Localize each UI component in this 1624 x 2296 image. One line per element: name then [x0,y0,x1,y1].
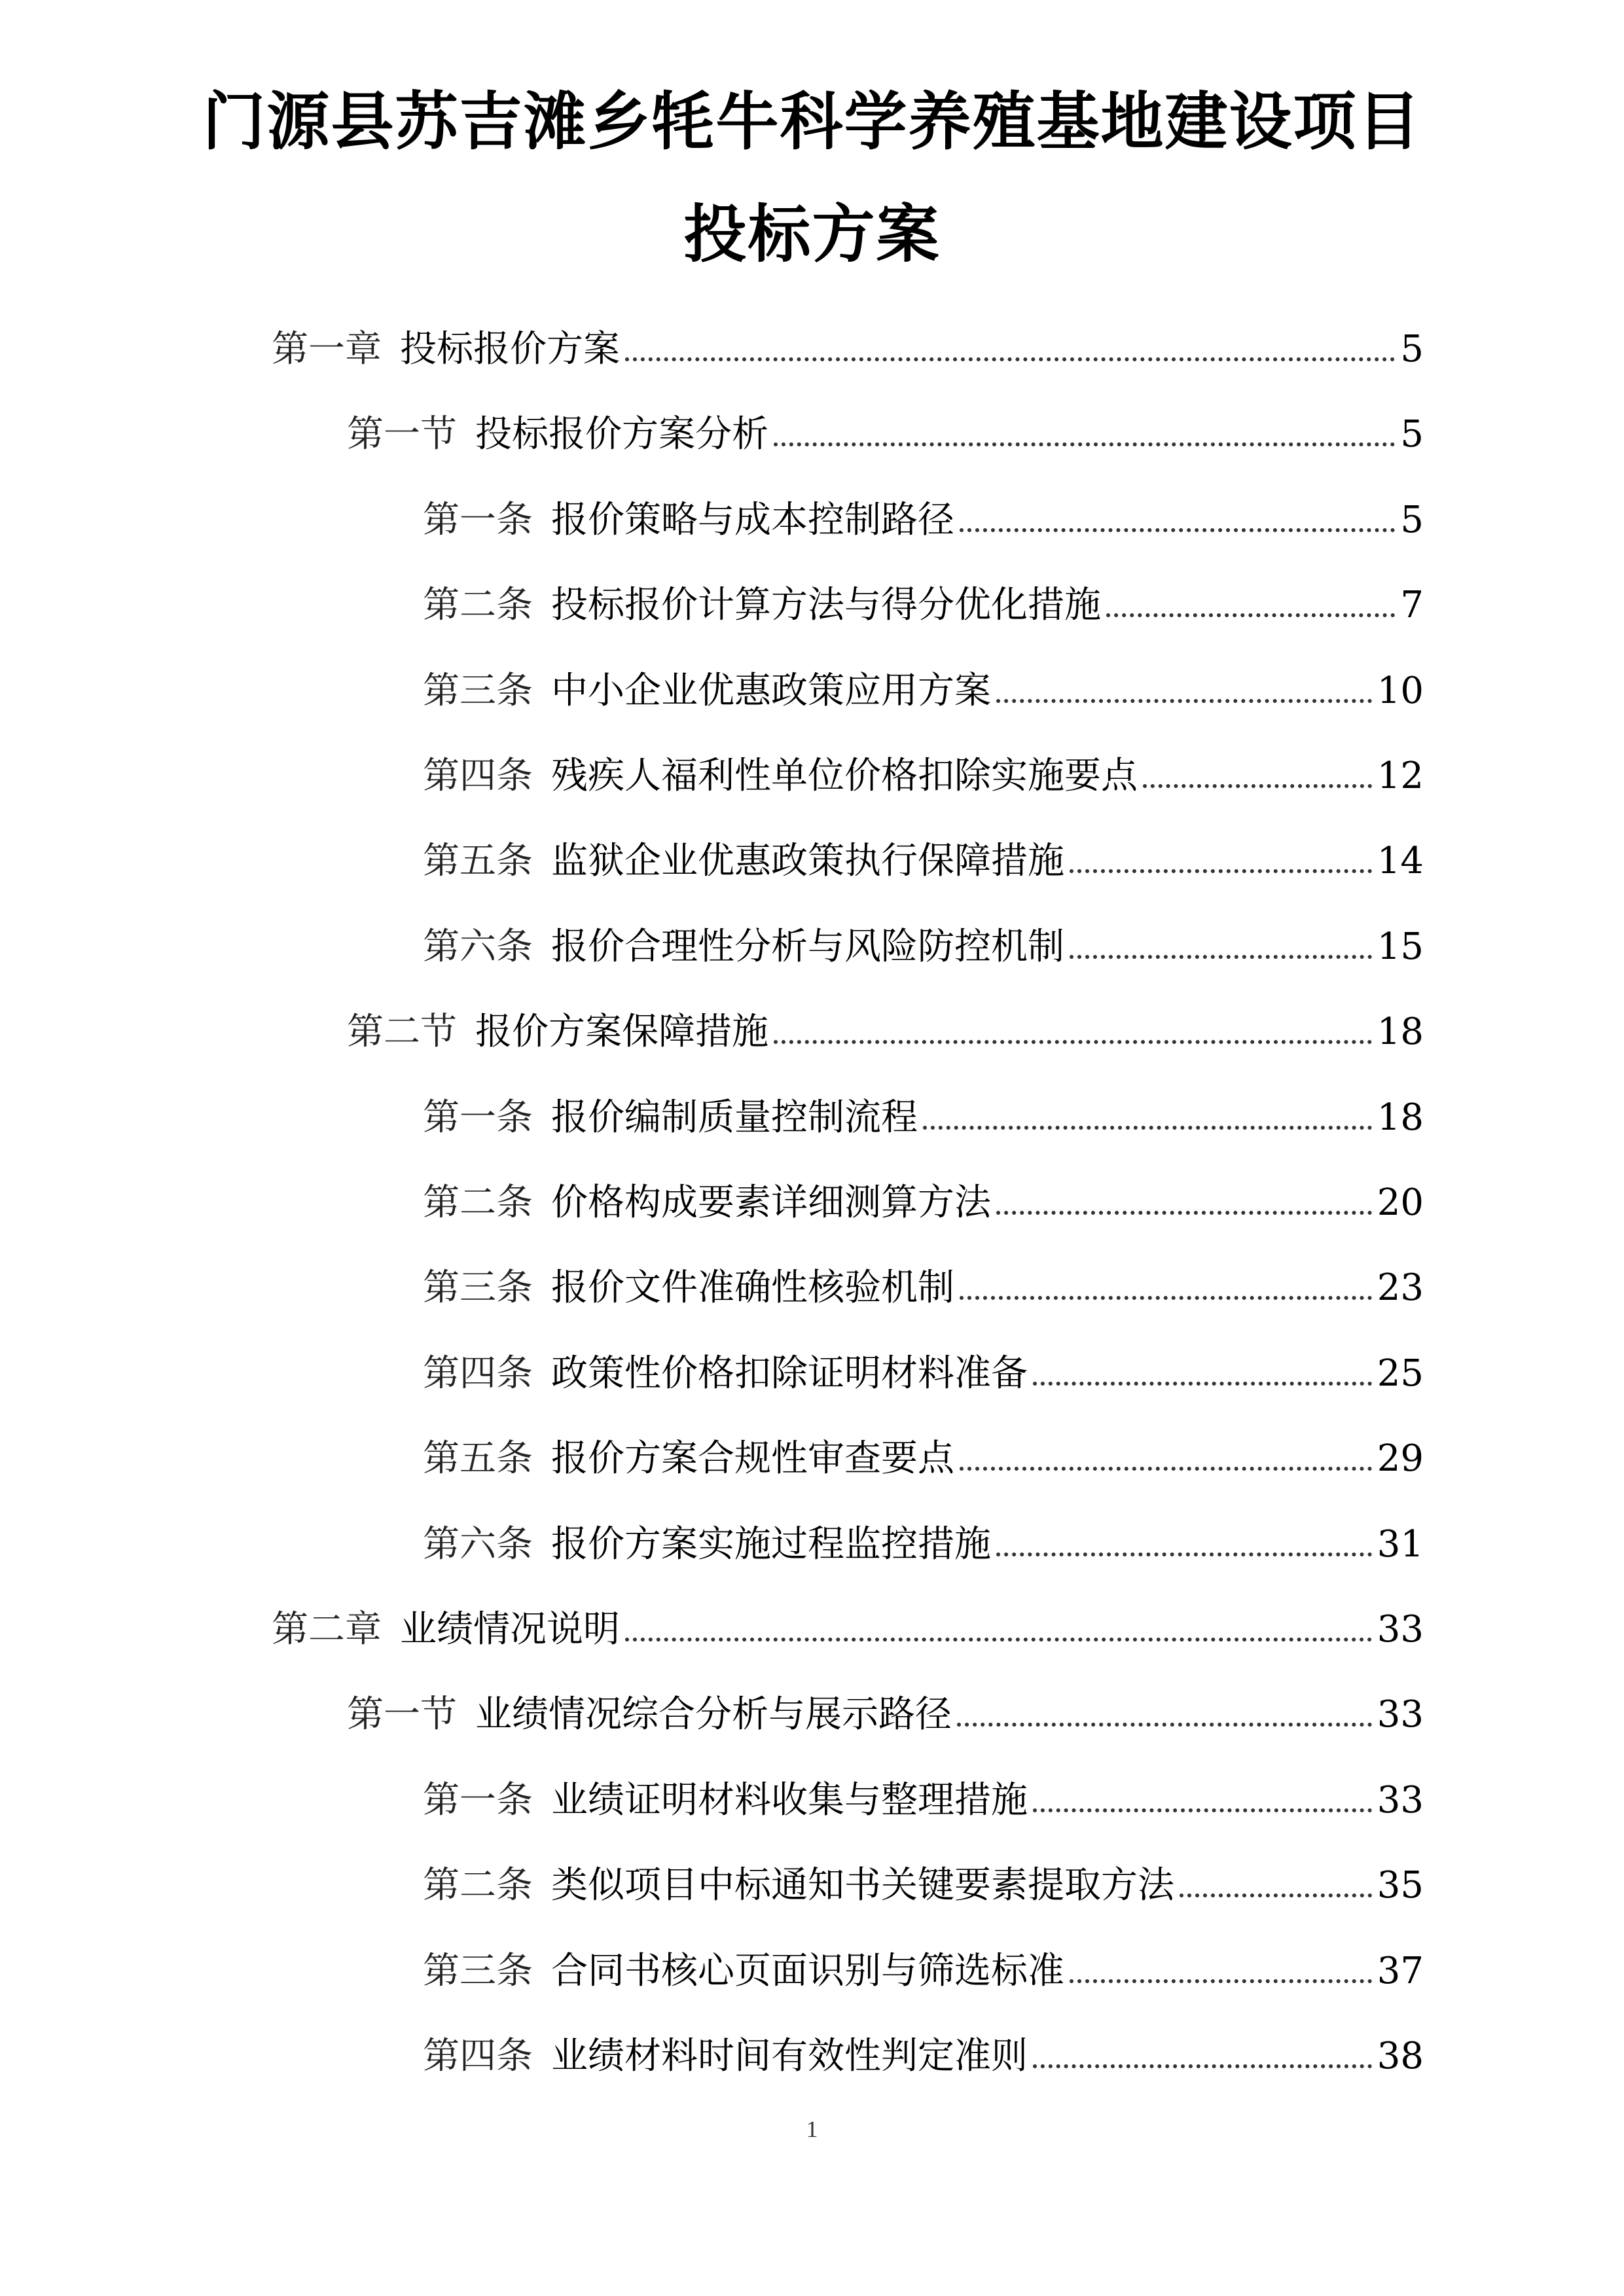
toc-entry-label: 第六条 [423,1523,533,1566]
toc-entry-title: 类似项目中标通知书关键要素提取方法 [551,1864,1174,1907]
toc-entry-title: 业绩情况综合分析与展示路径 [475,1693,952,1736]
toc-entry-page: 5 [1400,499,1424,541]
toc-entry-title: 报价编制质量控制流程 [551,1096,918,1139]
toc-entry-page: 15 [1377,925,1424,968]
toc-entry-title: 报价策略与成本控制路径 [551,499,954,541]
toc-entry-label: 第一章 [272,328,382,370]
toc-entry[interactable] [423,489,1424,539]
toc-entry-title: 业绩情况说明 [400,1608,620,1651]
toc-entry-label: 第二章 [272,1608,382,1651]
toc-entry-page: 31 [1377,1523,1424,1566]
toc-entry[interactable] [423,1427,1424,1480]
toc-entry-page: 37 [1377,1950,1424,1992]
toc-dot-leader [1033,2064,1372,2068]
toc-entry-label: 第一节 [347,1693,457,1736]
toc-entry[interactable] [423,574,1424,624]
toc-entry[interactable] [423,1940,1424,1990]
toc-dot-leader [625,1638,1372,1641]
toc-entry-label: 第五条 [423,840,533,882]
toc-entry-page: 18 [1377,1011,1424,1053]
toc-entry-label: 第三条 [423,1266,533,1309]
toc-entry-label: 第四条 [423,2035,533,2077]
toc-entry-title: 报价合理性分析与风险防控机制 [551,925,1064,968]
toc-dot-leader [774,1040,1372,1044]
toc-entry-label: 第三条 [423,670,533,712]
toc-entry-label: 第二条 [423,1181,533,1224]
toc-entry-label: 第三条 [423,1950,533,1992]
toc-entry-label: 第一节 [347,413,457,456]
toc-dot-leader [996,1552,1372,1556]
document-title: 门源县苏吉滩乡牦牛科学养殖基地建设项目 [202,85,1422,158]
toc-entry[interactable] [272,318,1424,368]
toc-entry-label: 第二条 [423,584,533,626]
toc-entry-label: 第一条 [423,1096,533,1139]
toc-entry[interactable] [423,1513,1424,1566]
toc-entry-label: 第四条 [423,755,533,797]
toc-entry[interactable] [347,403,1424,456]
toc-entry-label: 第二条 [423,1864,533,1907]
toc-entry-page: 5 [1400,413,1424,456]
toc-entry-title: 报价文件准确性核验机制 [551,1266,954,1309]
toc-entry-page: 10 [1377,670,1424,712]
toc-entry-title: 投标报价方案分析 [475,413,768,456]
toc-entry-title: 报价方案合规性审查要点 [551,1437,954,1480]
toc-entry-page: 25 [1377,1352,1424,1395]
toc-entry-page: 23 [1377,1266,1424,1309]
toc-dot-leader [960,1296,1372,1300]
toc-dot-leader [960,528,1395,532]
toc-dot-leader [960,1467,1372,1471]
toc-entry-title: 合同书核心页面识别与筛选标准 [551,1950,1064,1992]
toc-entry-page: 7 [1400,584,1424,626]
toc-entry-title: 中小企业优惠政策应用方案 [551,670,991,712]
toc-entry-label: 第六条 [423,925,533,968]
toc-entry[interactable] [423,745,1424,795]
toc-entry-page: 35 [1377,1864,1424,1907]
document-subtitle: 投标方案 [683,198,941,271]
toc-entry-title: 价格构成要素详细测算方法 [551,1181,991,1224]
toc-entry-page: 14 [1377,840,1424,882]
toc-dot-leader [774,442,1395,446]
toc-entry-page: 33 [1377,1779,1424,1821]
toc-entry-title: 残疾人福利性单位价格扣除实施要点 [551,755,1138,797]
toc-dot-leader [1180,1893,1372,1897]
toc-entry-page: 5 [1400,328,1424,370]
toc-entry[interactable] [423,660,1424,712]
toc-dot-leader [1033,1382,1372,1386]
toc-entry-label: 第五条 [423,1437,533,1480]
toc-entry-title: 监狱企业优惠政策执行保障措施 [551,840,1064,882]
toc-dot-leader [1033,1808,1372,1812]
toc-entry[interactable] [423,1257,1424,1309]
toc-entry-title: 业绩证明材料收集与整理措施 [551,1779,1028,1821]
toc-entry-page: 33 [1377,1693,1424,1736]
toc-dot-leader [923,1126,1372,1130]
toc-dot-leader [957,1723,1372,1727]
toc-dot-leader [625,357,1395,361]
toc-entry-title: 业绩材料时间有效性判定准则 [551,2035,1028,2077]
toc-entry-title: 投标报价计算方法与得分优化措施 [551,584,1101,626]
toc-entry[interactable] [423,2025,1424,2075]
toc-entry[interactable] [423,830,1424,880]
toc-entry[interactable] [347,1683,1424,1736]
toc-dot-leader [1070,1979,1372,1983]
toc-entry-page: 33 [1377,1608,1424,1651]
toc-entry[interactable] [423,1086,1424,1139]
toc-entry[interactable] [423,1854,1424,1907]
toc-entry[interactable] [272,1598,1424,1651]
toc-entry-title: 报价方案实施过程监控措施 [551,1523,991,1566]
toc-entry-page: 29 [1377,1437,1424,1480]
toc-dot-leader [996,1211,1372,1215]
toc-dot-leader [996,699,1372,703]
toc-entry-label: 第四条 [423,1352,533,1395]
toc-entry-label: 第一条 [423,1779,533,1821]
page-number: 1 [806,2116,818,2142]
toc-entry[interactable] [423,1172,1424,1224]
toc-dot-leader [1106,613,1395,617]
toc-dot-leader [1143,784,1372,788]
toc-entry-page: 18 [1377,1096,1424,1139]
toc-dot-leader [1070,869,1372,873]
toc-entry-page: 38 [1377,2035,1424,2077]
toc-dot-leader [1070,955,1372,959]
toc-entry[interactable] [423,916,1424,968]
toc-entry-page: 12 [1377,755,1424,797]
toc-entry-page: 20 [1377,1181,1424,1224]
toc-entry-title: 投标报价方案 [400,328,620,370]
toc-entry-title: 政策性价格扣除证明材料准备 [551,1352,1028,1395]
toc-entry[interactable] [347,1001,1424,1053]
toc-entry-title: 报价方案保障措施 [475,1011,768,1053]
toc-entry[interactable] [423,1342,1424,1395]
toc-entry-label: 第一条 [423,499,533,541]
toc-entry[interactable] [423,1769,1424,1819]
toc-entry-label: 第二节 [347,1011,457,1053]
